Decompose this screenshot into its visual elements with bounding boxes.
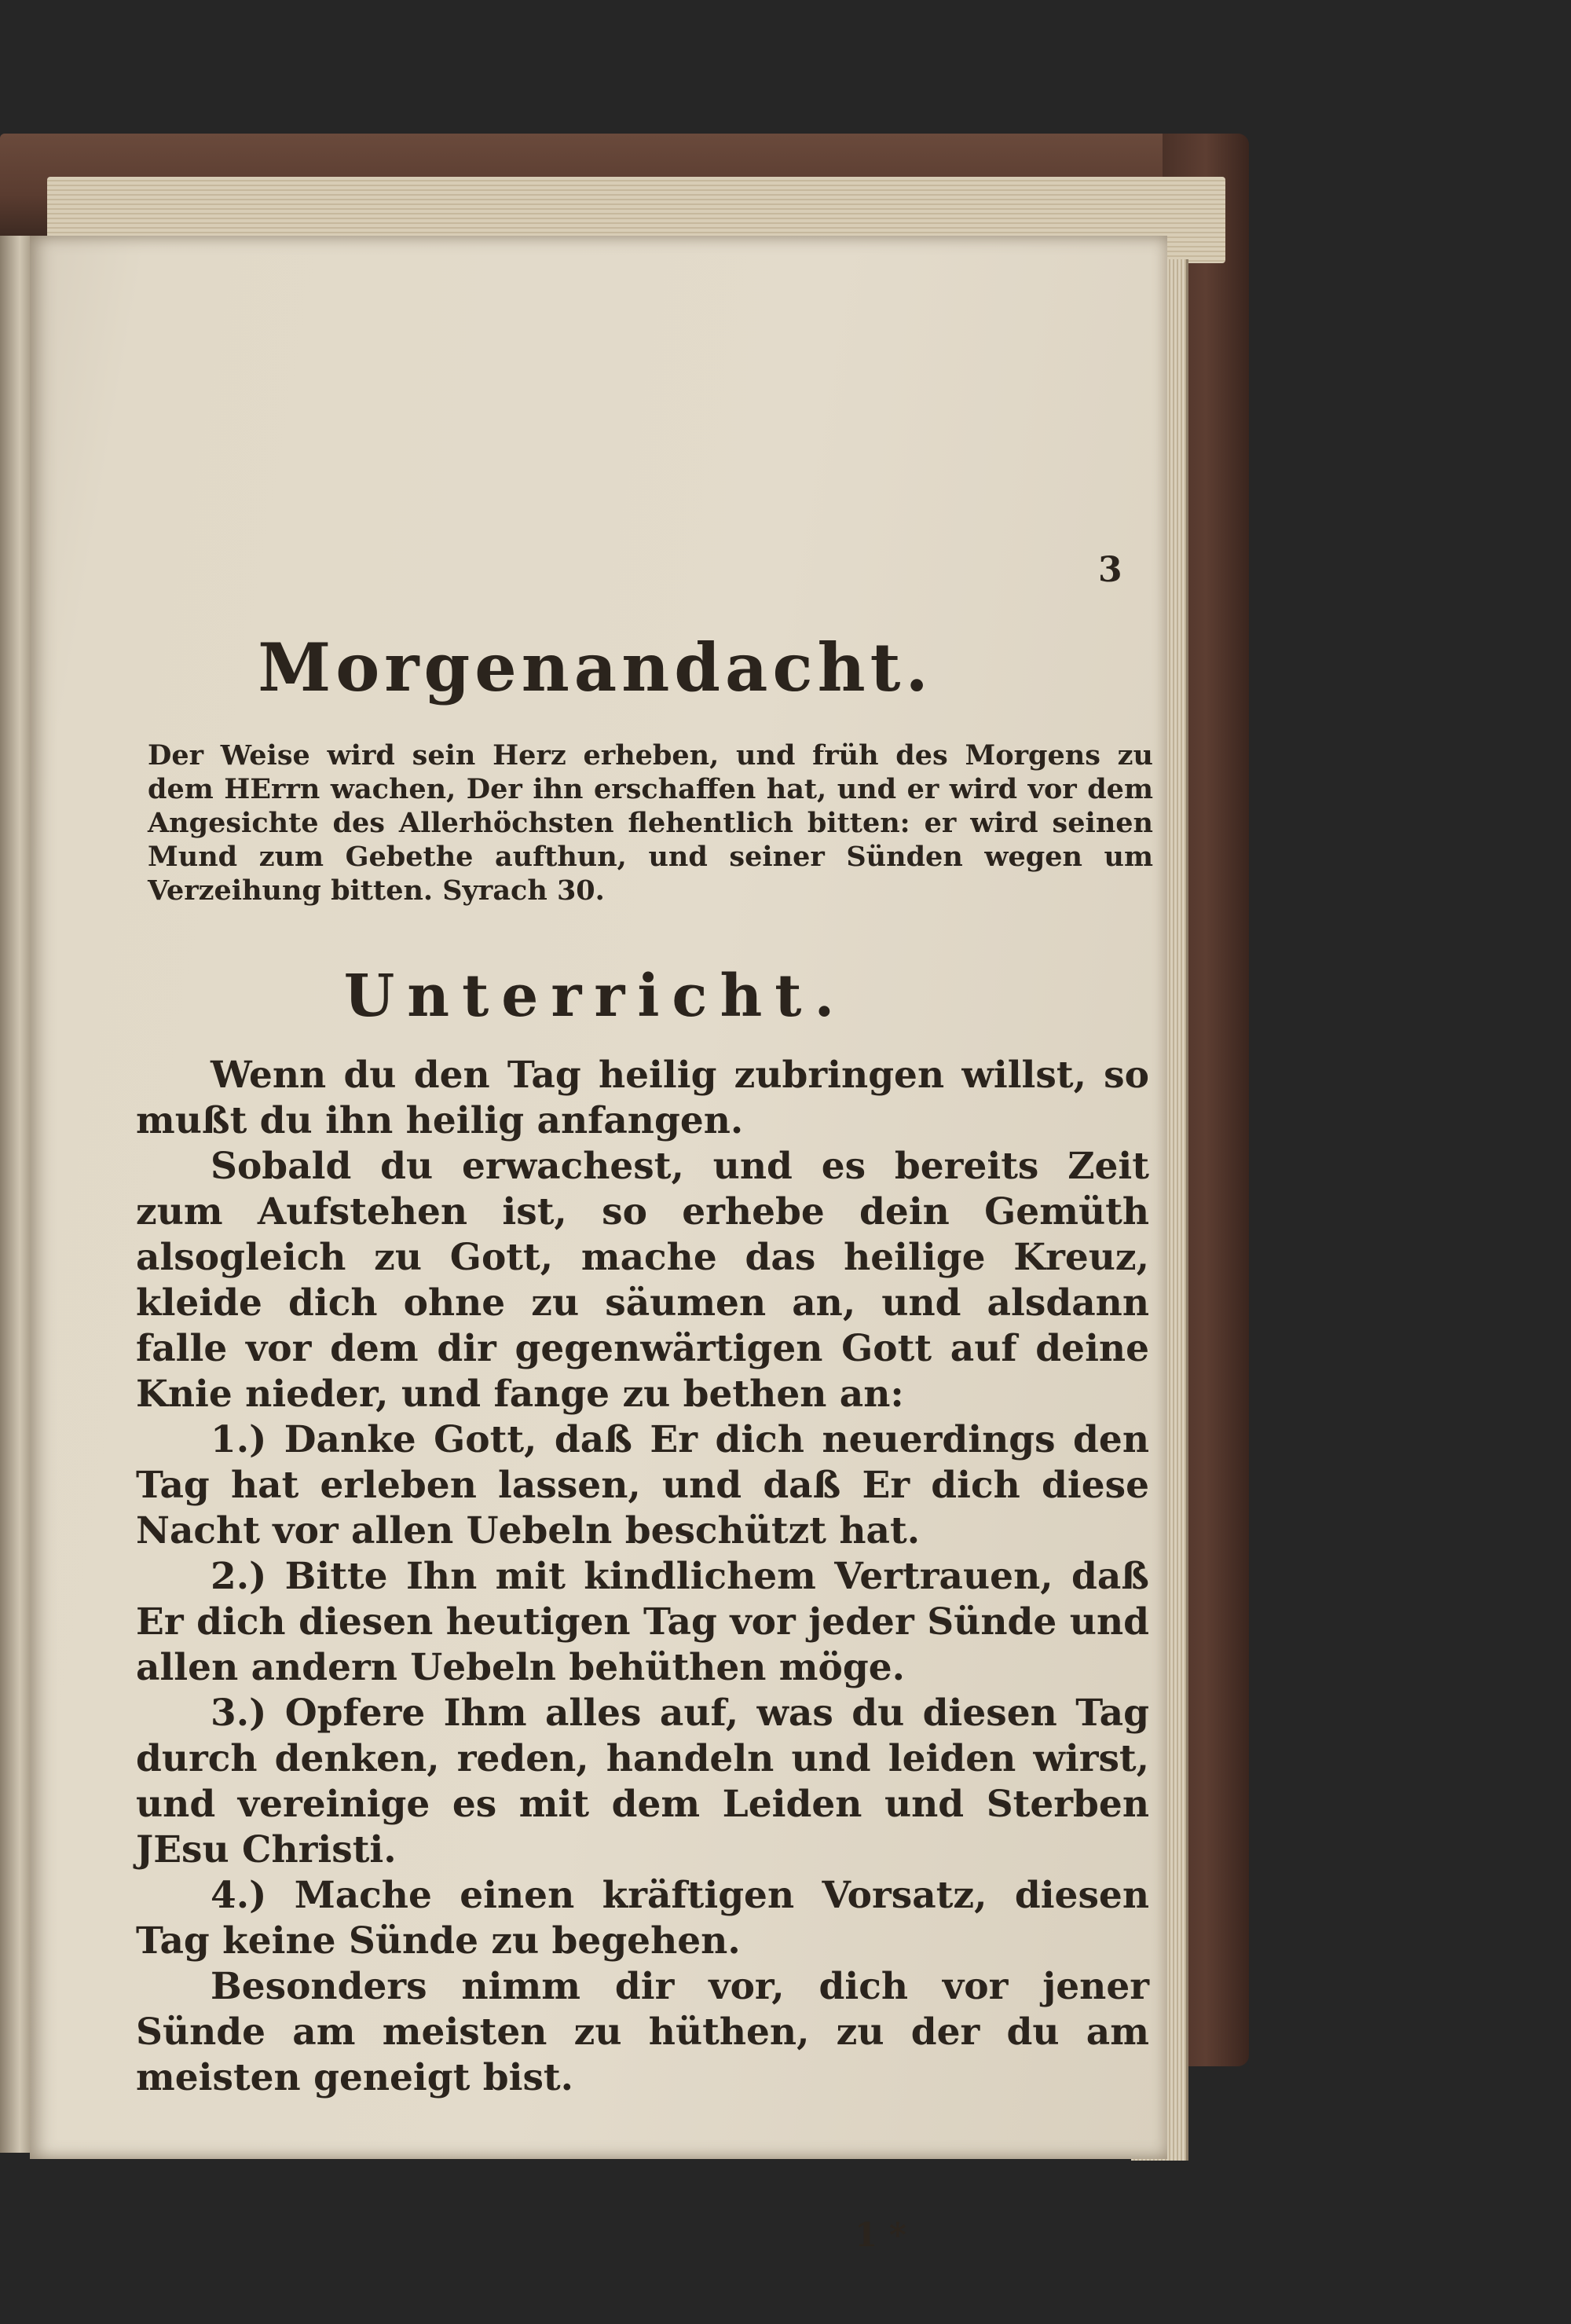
paragraph: 2.) Bitte Ihn mit kindlichem Vertrauen, daß Er dich diesen heutigen Tag vor jeder Sünde und allen andern Uebeln behüthen möge.	[136, 1555, 1149, 1689]
paragraph: Wenn du den Tag heilig zubringen willst, so mußt du ihn heilig anfangen.	[136, 1054, 1149, 1142]
page-title: Morgenandacht.	[258, 629, 933, 706]
body-text	[136, 1053, 1149, 2101]
epigraph: Der Weise wird sein Herz erheben, und früh des Morgens zu dem HErrn wachen, Der ihn erschaffen hat, und er wird vor dem Angesichte des Allerhöchsten flehentlich bitten: er wird seinen Mund zum Gebethe aufthun, und seiner Sünden wegen um Verzeihung bitten. Syrach 30.	[148, 739, 1153, 907]
section-heading: Unterricht.	[343, 962, 848, 1030]
paragraph: Besonders nimm dir vor, dich vor jener Sünde am meisten zu hüthen, zu der du am meisten geneigt bist.	[136, 1965, 1149, 2099]
signature-mark: 1 *	[855, 2216, 906, 2254]
left-page-edge	[0, 236, 33, 2153]
paragraph: 3.) Opfere Ihm alles auf, was du diesen Tag durch denken, reden, handeln und leiden wirst, und vereinige es mit dem Leiden und Sterben JEsu Christi.	[136, 1692, 1149, 1871]
page-number: 3	[1098, 550, 1122, 590]
paragraph: 1.) Danke Gott, daß Er dich neuerdings den Tag hat erleben lassen, und daß Er dich diese Nacht vor allen Uebeln beschützt hat.	[136, 1418, 1149, 1552]
paragraph: 4.) Mache einen kräftigen Vorsatz, diesen Tag keine Sünde zu begehen.	[136, 1874, 1149, 1963]
paragraph: Sobald du erwachest, und es bereits Zeit zum Aufstehen ist, so erhebe dein Gemüth alsogleich zu Gott, mache das heilige Kreuz, kleide dich ohne zu säumen an, und alsdann falle vor dem dir gegenwärtigen Gott auf deine Knie nieder, und fange zu bethen an:	[136, 1145, 1149, 1416]
book-page	[30, 236, 1167, 2254]
